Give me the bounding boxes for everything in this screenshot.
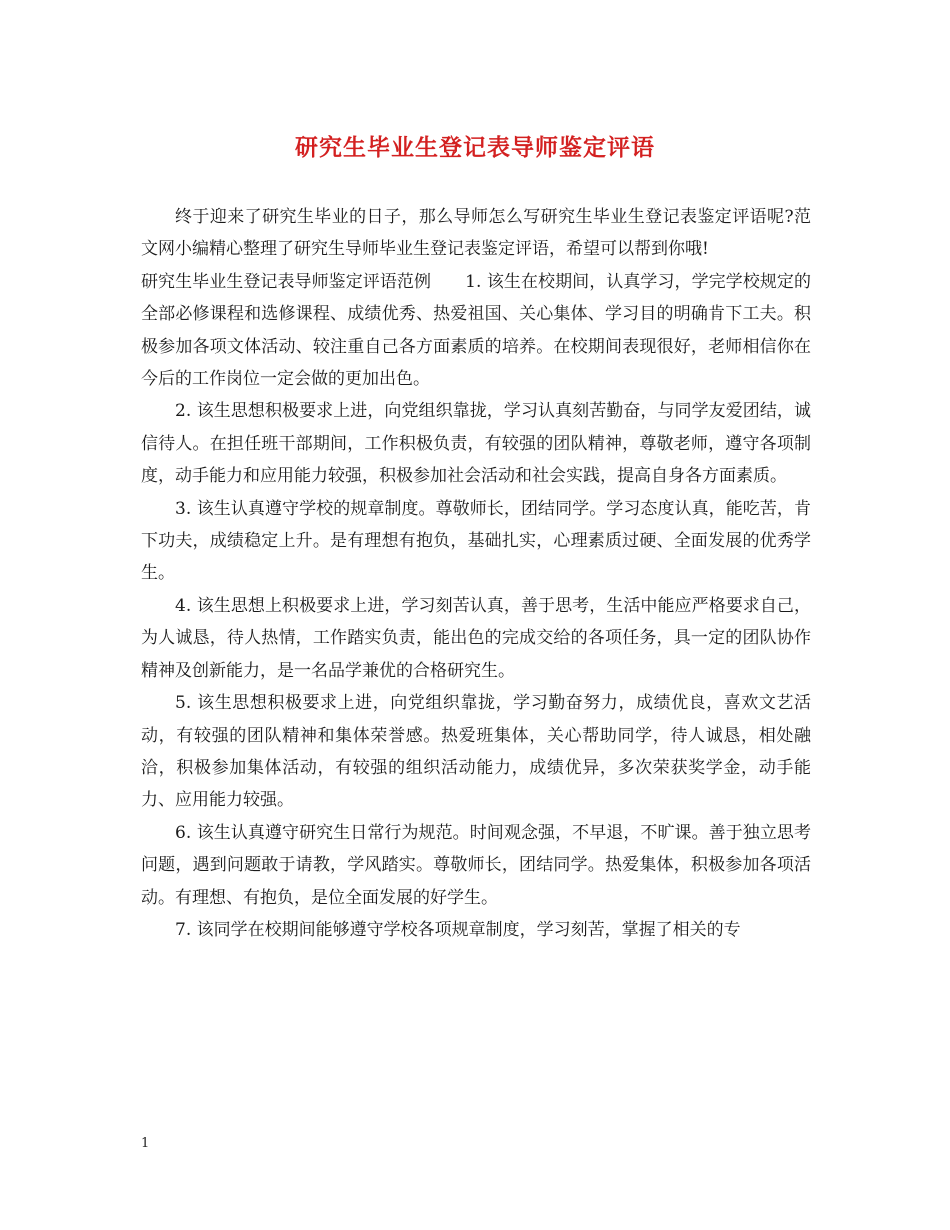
page-number: 1 [141,1136,150,1151]
paragraph-5: 5. 该生思想积极要求上进，向党组织靠拢，学习勤奋努力，成绩优良，喜欢文艺活动，有较强的团队精神和集体荣誉感。热爱班集体，关心帮助同学，待人诚恳，相处融洽，积极参加集体活动，有较强的组织活动能力，成绩优异，多次荣获奖学金，动手能力、应用能力较强。 [141,693,811,811]
paragraph-7: 7. 该同学在校期间能够遵守学校各项规章制度，学习刻苦，掌握了相关的专 [175,919,741,940]
paragraph-4: 4. 该生思想上积极要求上进，学习刻苦认真，善于思考，生活中能应严格要求自己，为人诚恳，待人热情，工作踏实负责，能出色的完成交给的各项任务，具一定的团队协作精神及创新能力，是一名品学兼优的合格研究生。 [141,595,811,681]
document-body [141,201,811,946]
paragraph-1: 研究生毕业生登记表导师鉴定评语范例 1. 该生在校期间，认真学习，学完学校规定的全部必修课程和选修课程、成绩优秀、热爱祖国、关心集体、学习目的明确肯下工夫。积极参加各项文体活动、较注重自己各方面素质的培养。在校期间表现很好，老师相信你在今后的工作岗位一定会做的更加出色。 [141,271,811,390]
paragraph-2: 2. 该生思想积极要求上进，向党组织靠拢，学习认真刻苦勤奋，与同学友爱团结，诚信待人。在担任班干部期间，工作积极负责，有较强的团队精神，尊敬老师，遵守各项制度，动手能力和应用能力较强，积极参加社会活动和社会实践，提高自身各方面素质。 [141,401,811,487]
paragraph-3: 3. 该生认真遵守学校的规章制度。尊敬师长，团结同学。学习态度认真，能吃苦，肯下功夫，成绩稳定上升。是有理想有抱负，基础扎实，心理素质过硬、全面发展的优秀学生。 [141,498,811,584]
paragraph-6: 6. 该生认真遵守研究生日常行为规范。时间观念强，不早退，不旷课。善于独立思考问题，遇到问题敢于请教，学风踏实。尊敬师长，团结同学。热爱集体，积极参加各项活动。有理想、有抱负，是位全面发展的好学生。 [141,822,811,908]
intro-paragraph: 终于迎来了研究生毕业的日子，那么导师怎么写研究生毕业生登记表鉴定评语呢?范文网小编精心整理了研究生导师毕业生登记表鉴定评语，希望可以帮到你哦! [141,207,811,260]
document-title: 研究生毕业生登记表导师鉴定评语 [295,134,655,161]
